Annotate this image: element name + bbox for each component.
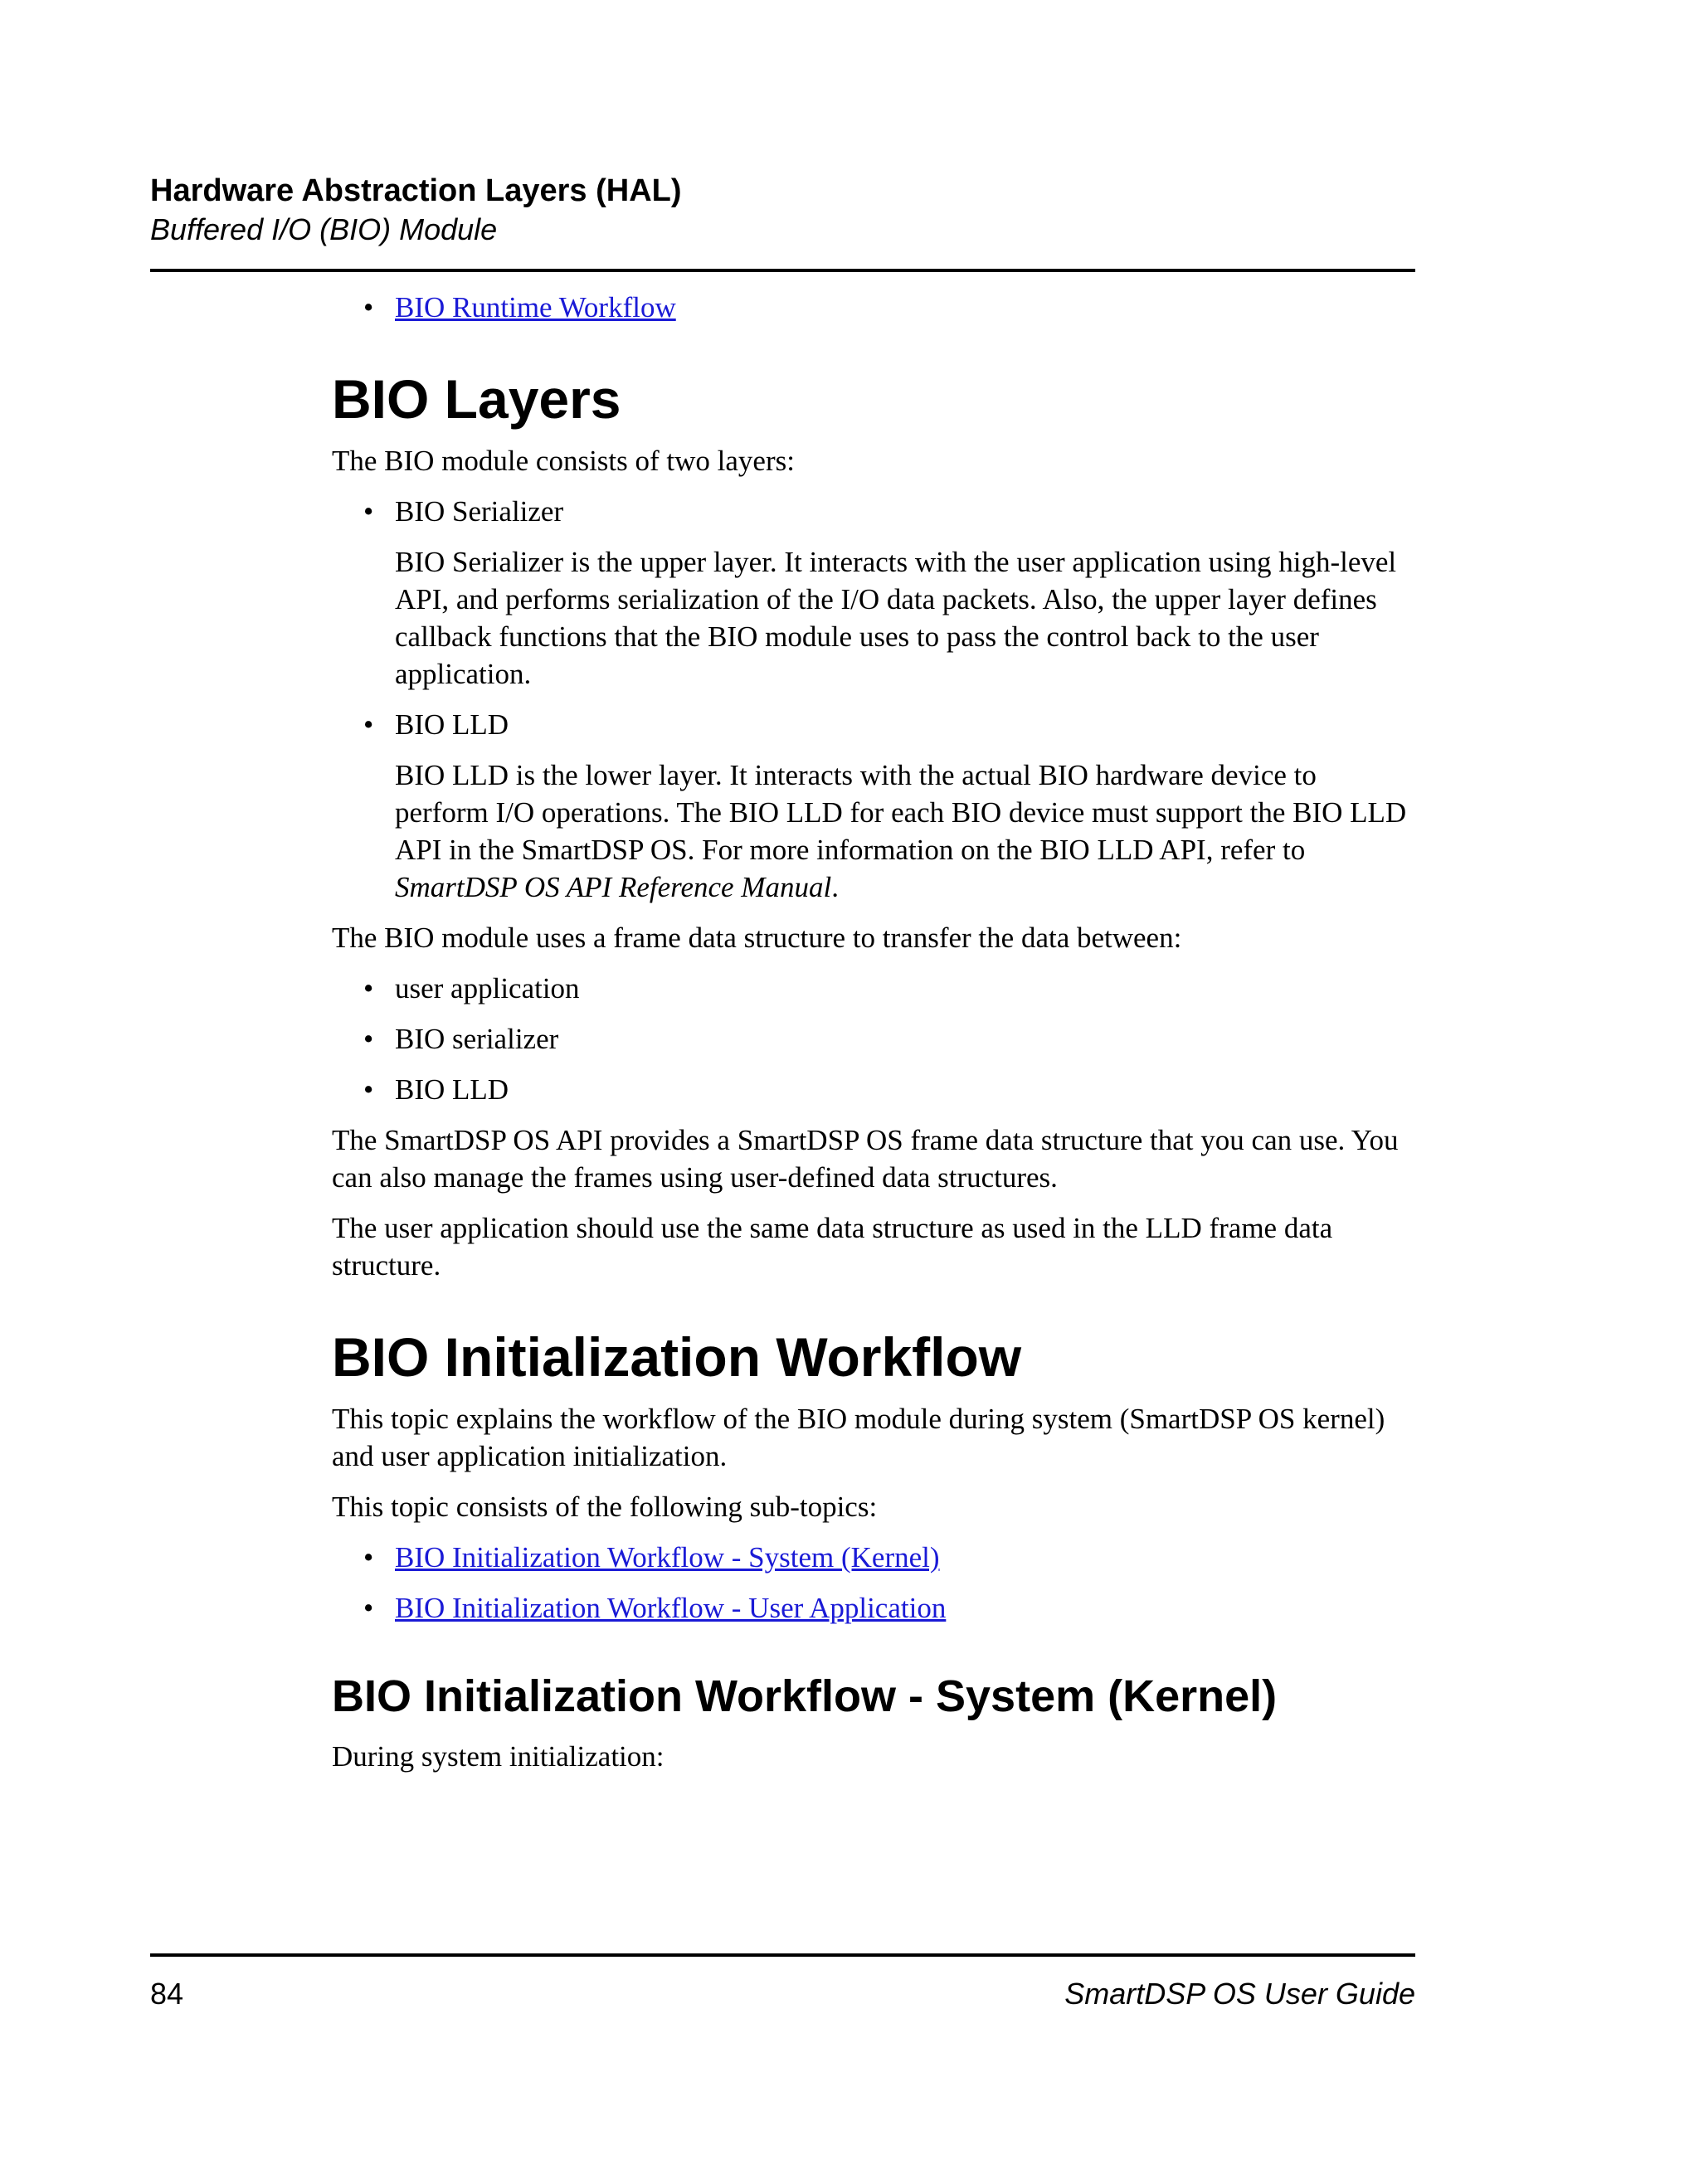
manual-reference: SmartDSP OS API Reference Manual: [395, 871, 832, 903]
paragraph: During system initialization:: [332, 1740, 665, 1773]
guide-title: SmartDSP OS User Guide: [1064, 1977, 1415, 2011]
link-init-workflow-user-app[interactable]: BIO Initialization Workflow - User Application: [395, 1592, 947, 1624]
paragraph: The BIO module consists of two layers:: [332, 445, 795, 477]
frame-list: [332, 970, 1415, 1108]
paragraph: The BIO module uses a frame data structure to transfer the data between:: [332, 922, 1182, 954]
footer-divider: [150, 1953, 1415, 1957]
running-header: [150, 171, 682, 249]
link-init-workflow-kernel[interactable]: BIO Initialization Workflow - System (Kernel): [395, 1541, 940, 1574]
list-item: [332, 706, 1415, 906]
bullet-icon: •: [363, 708, 374, 741]
bullet-icon: •: [363, 972, 374, 1004]
list-item-title: BIO Serializer: [395, 495, 564, 528]
list-item-text: user application: [395, 972, 580, 1004]
list-item: [332, 1589, 1415, 1627]
list-item-text: BIO serializer: [395, 1023, 559, 1055]
page-content: [332, 289, 1415, 1788]
bullet-icon: •: [363, 1592, 374, 1624]
bullet-icon: •: [363, 291, 374, 323]
list-item: [332, 1020, 1415, 1058]
list-item: [332, 1539, 1415, 1576]
bullet-icon: •: [363, 1073, 374, 1106]
heading-bio-initialization-workflow: BIO Initialization Workflow: [332, 1326, 1022, 1388]
paragraph: The SmartDSP OS API provides a SmartDSP OS frame data structure that you can use. You can also manage the frames using user-defined data structures.: [332, 1124, 1399, 1194]
list-item: [332, 970, 1415, 1007]
list-item-description: BIO Serializer is the upper layer. It interacts with the user application using high-level API, and performs serialization of the I/O data packets. Also, the upper layer defines callback functions that the BIO module uses to pass the control back to the user application.: [395, 546, 1397, 690]
header-divider: [150, 269, 1415, 272]
list-item-description: [395, 756, 1415, 906]
list-item: [332, 493, 1415, 693]
header-title: Hardware Abstraction Layers (HAL): [150, 173, 682, 208]
layers-list: [332, 493, 1415, 906]
description-text: BIO LLD is the lower layer. It interacts with the actual BIO hardware device to perform I/O operations. The BIO LLD for each BIO device must support the BIO LLD API in the SmartDSP OS. For more information on the BIO LLD API, refer to: [395, 759, 1407, 866]
bullet-icon: •: [363, 495, 374, 528]
subtopic-link-list: [332, 1539, 1415, 1627]
list-item: [332, 289, 1415, 326]
description-end: .: [831, 871, 839, 903]
heading-init-workflow-kernel: BIO Initialization Workflow - System (Kernel): [332, 1671, 1278, 1721]
page-number: 84: [150, 1977, 184, 2011]
header-subtitle: Buffered I/O (BIO) Module: [150, 212, 498, 246]
link-bio-runtime-workflow[interactable]: BIO Runtime Workflow: [395, 291, 676, 323]
list-item-text: BIO LLD: [395, 1073, 509, 1106]
list-item: [332, 1071, 1415, 1108]
heading-bio-layers: BIO Layers: [332, 368, 621, 430]
bullet-icon: •: [363, 1541, 374, 1574]
paragraph: This topic explains the workflow of the BIO module during system (SmartDSP OS kernel) and user application initialization.: [332, 1403, 1385, 1472]
list-item-title: BIO LLD: [395, 708, 509, 741]
top-link-list: [332, 289, 1415, 326]
paragraph: This topic consists of the following sub-topics:: [332, 1491, 878, 1523]
bullet-icon: •: [363, 1023, 374, 1055]
paragraph: The user application should use the same data structure as used in the LLD frame data structure.: [332, 1212, 1333, 1282]
